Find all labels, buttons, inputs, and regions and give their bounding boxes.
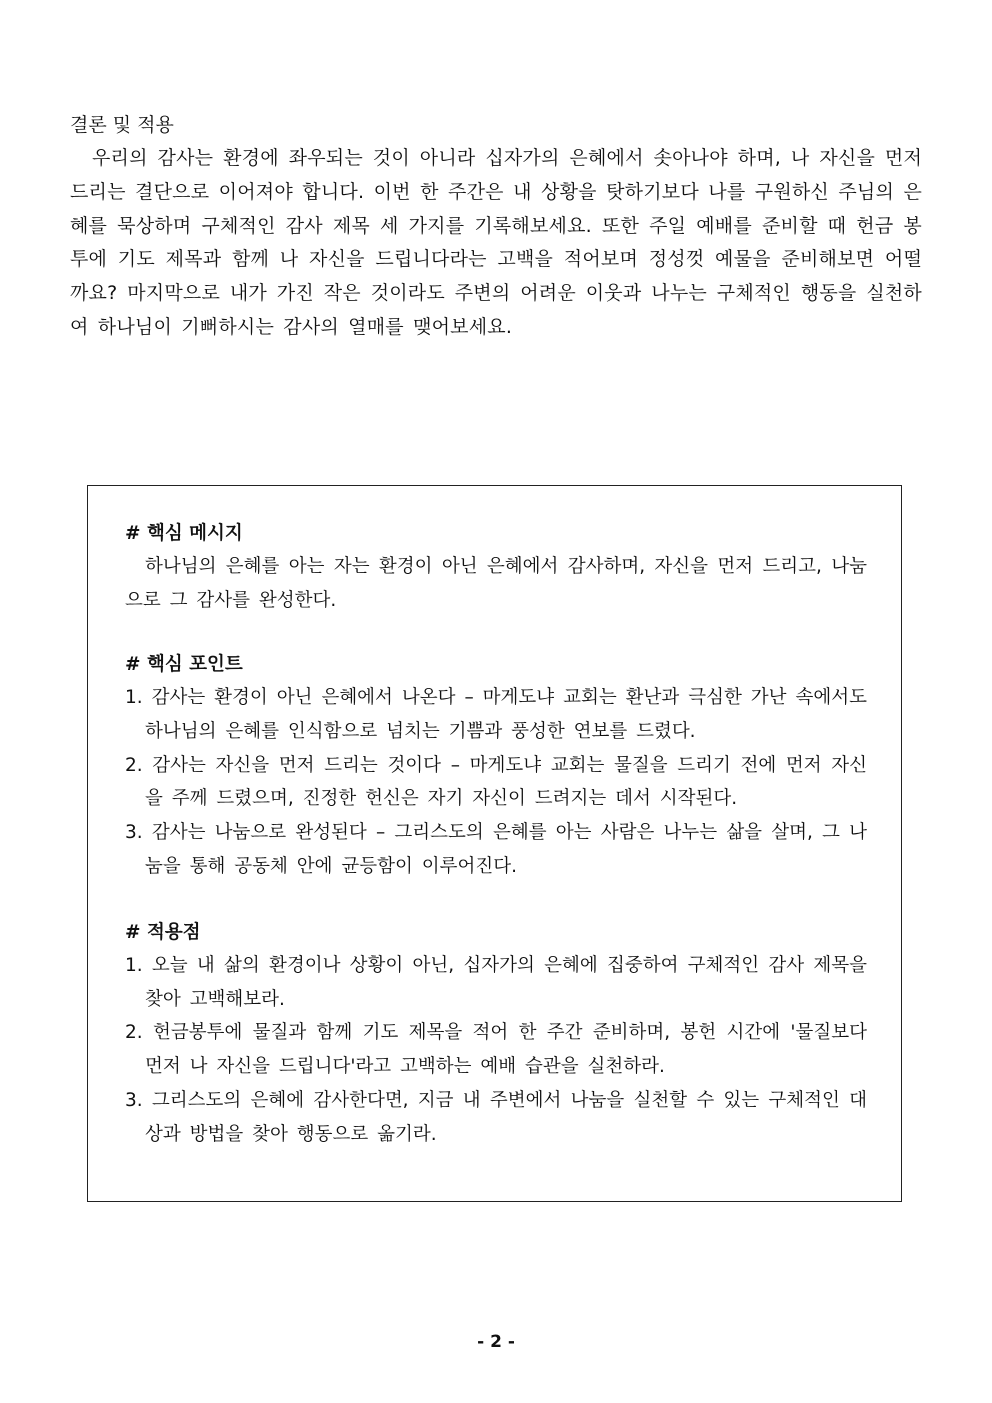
core-message-text: 하나님의 은혜를 아는 자는 환경이 아닌 은혜에서 감사하며, 자신을 먼저 드리고, 나눔으로 그 감사를 완성한다.	[125, 556, 867, 611]
section-heading: 결론 및 적용	[70, 114, 174, 136]
application-item: 1. 오늘 내 삶의 환경이나 상황이 아닌, 십자가의 은혜에 집중하여 구체적인 감사 제목을 찾아 고백해보라.	[125, 954, 867, 1010]
core-point-item: 1. 감사는 환경이 아닌 은혜에서 나온다 – 마게도냐 교회는 환난과 극심한 가난 속에서도 하나님의 은혜를 인식함으로 넘치는 기쁨과 풍성한 연보를 드렸다.	[125, 687, 867, 742]
conclusion-paragraph: 우리의 감사는 환경에 좌우되는 것이 아니라 십자가의 은혜에서 솟아나야 하며, 나 자신을 먼저 드리는 결단으로 이어져야 합니다. 이번 한 주간은 내 상황을 탓하기보다 나를 구원하신 주님의 은혜를 묵상하며 구체적인 감사 제목 세 가지를 기록해보세요. 또한 주일 예배를 준비할 때 헌금 봉투에 기도 제목과 함께 나 자신을 드립니다라는 고백을 적어보며 정성껏 예물을 준비해보면 어떨까요? 마지막으로 내가 가진 작은 것이라도 주변의 어려운 이웃과 나누는 구체적인 행동을 실천하여 하나님이 기뻐하시는 감사의 열매를 맺어보세요.	[70, 147, 922, 338]
core-points-list	[125, 681, 867, 884]
page-number: - 2 -	[477, 1332, 515, 1352]
core-message-heading: # 핵심 메시지	[125, 523, 243, 544]
application-list	[125, 949, 867, 1152]
core-point-item: 2. 감사는 자신을 먼저 드리는 것이다 – 마게도냐 교회는 물질을 드리기 전에 먼저 자신을 주께 드렸으며, 진정한 헌신은 자기 자신이 드려지는 데서 시작된다.	[125, 754, 867, 810]
spacer	[125, 884, 867, 917]
summary-box	[87, 485, 902, 1202]
application-item: 3. 그리스도의 은혜에 감사한다면, 지금 내 주변에서 나눔을 실천할 수 있는 구체적인 대상과 방법을 찾아 행동으로 옮기라.	[125, 1089, 867, 1145]
core-point-item: 3. 감사는 나눔으로 완성된다 – 그리스도의 은혜를 아는 사람은 나누는 삶을 살며, 그 나눔을 통해 공동체 안에 균등함이 이루어진다.	[125, 822, 867, 877]
application-heading: # 적용점	[125, 921, 201, 943]
core-points-heading: # 핵심 포인트	[125, 654, 243, 675]
application-item: 2. 헌금봉투에 물질과 함께 기도 제목을 적어 한 주간 준비하며, 봉헌 시간에 '물질보다 먼저 나 자신을 드립니다'라고 고백하는 예배 습관을 실천하라.	[125, 1022, 867, 1078]
spacer	[125, 618, 867, 649]
summary-box-content	[125, 518, 867, 1152]
